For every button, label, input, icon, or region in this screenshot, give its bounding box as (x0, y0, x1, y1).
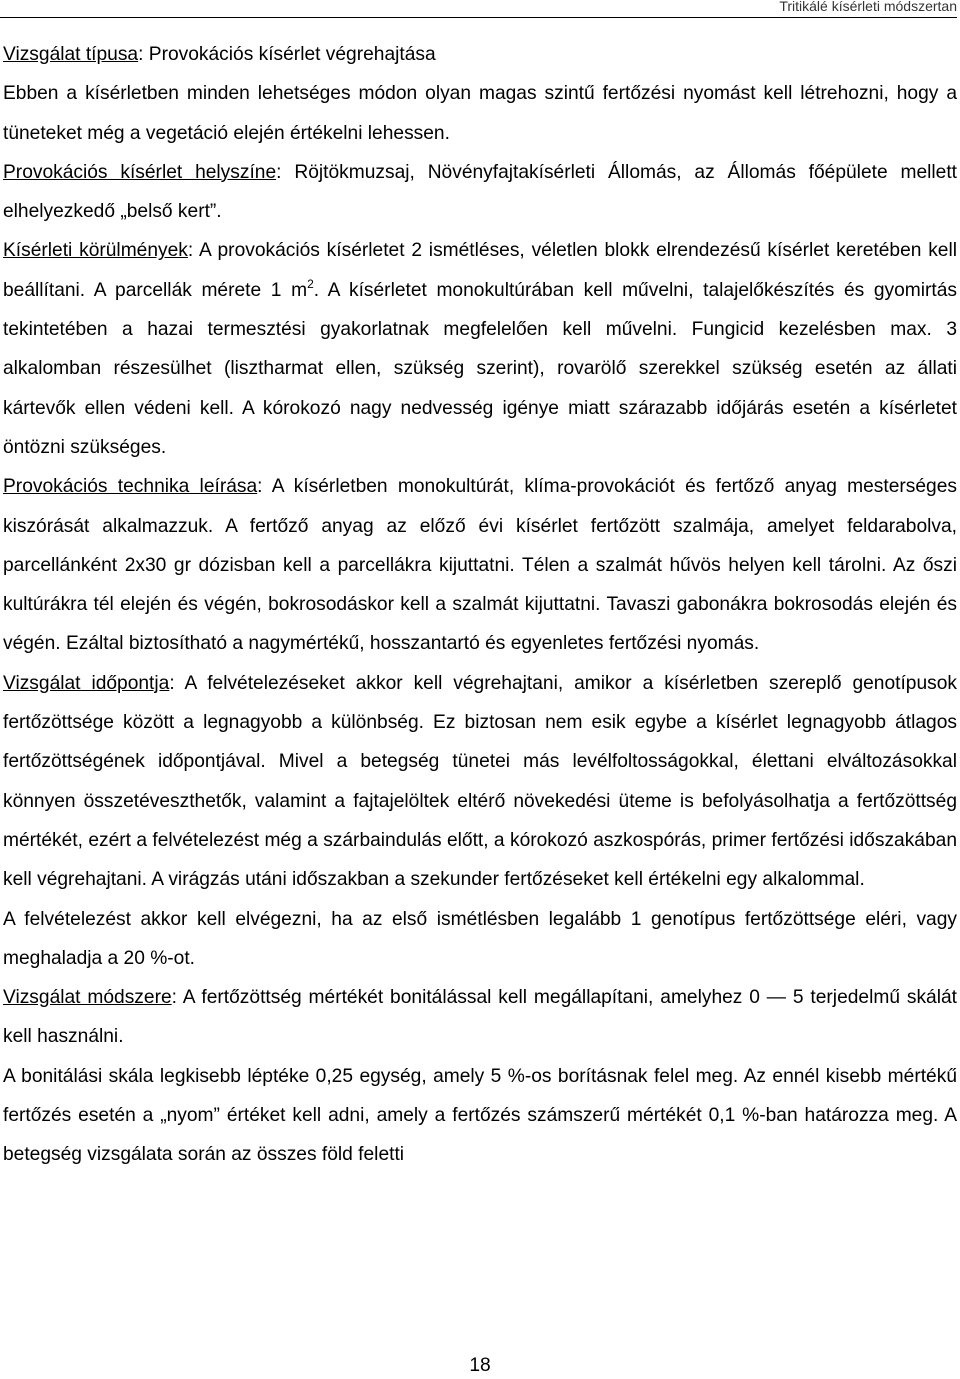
paragraph-timing (3, 664, 957, 900)
section-label: Provokációs technika leírása (3, 476, 258, 498)
superscript: 2 (307, 276, 314, 291)
paragraph-intro (3, 74, 957, 153)
section-label: Provokációs kísérlet helyszíne (3, 161, 277, 183)
running-title: Tritikálé kísérleti módszertan (779, 0, 957, 14)
section-label: Vizsgálat időpontja (3, 672, 170, 694)
paragraph-text: A provokációs kísérletet 2 ismétléses, véletlen blokk elrendezésű kísérlet keretében kell beállítani. A parcellák mérete 1 m (3, 240, 957, 301)
label-separator: : (276, 161, 295, 183)
paragraph-technique (3, 467, 957, 663)
section-label: Kísérleti körülmények (3, 240, 188, 262)
paragraph-conditions (3, 231, 957, 467)
document-body (3, 35, 957, 1175)
paragraph-text: Röjtökmuzsaj, Növényfajtakísérleti Állomás, az Állomás főépülete mellett elhelyezkedő „belső kert”. (3, 161, 957, 223)
paragraph-threshold (3, 900, 957, 979)
paragraph-method (3, 978, 957, 1057)
label-separator: : (257, 476, 272, 498)
section-label: Vizsgálat típusa (3, 44, 139, 65)
paragraph-text: Ebben a kísérletben minden lehetséges módon olyan magas szintű fertőzési nyomást kell létrehozni, hogy a tüneteket még a vegetáció elején értékelni lehessen. (3, 83, 957, 144)
section-label: Vizsgálat módszere (3, 987, 172, 1009)
paragraph-test-type (3, 35, 957, 74)
paragraph-text: A felvételezést akkor kell elvégezni, ha az első ismétlésben legalább 1 genotípus fertőzöttsége eléri, vagy meghaladja a 20 %-ot. (3, 908, 957, 969)
paragraph-scale (3, 1057, 957, 1175)
label-separator: : (169, 672, 185, 694)
paragraph-text: A felvételezéseket akkor kell végrehajtani, amikor a kísérletben szereplő genotípusok fertőzöttsége között a legnagyobb a különbség. Ez biztosan nem esik egybe a kísérlet legnagyobb átlagos fertőzöttségének időpontjával. Mivel a betegség tünetei más levélfoltosságokkal, élettani elváltozásokkal könnyen összetéveszthetők, valamint a fajtajelöltek eltérő növekedési üteme is befolyásolhatja a fertőzöttség mértékét, ezért a felvételezést még a szárbaindulás előtt, a kórokozó aszkospórás, primer fertőzési időszakában kell végrehajtani. A virágzás utáni időszakban a szekunder fertőzéseket kell értékelni egy alkalommal. (3, 672, 957, 891)
paragraph-text-continued: . A kísérletet monokultúrában kell művelni, talajelőkészítés és gyomirtás tekintetében a hazai termesztési gyakorlatnak megfelelően kell művelni. Fungicid kezelésben max. 3 alkalomban részesülhet (lisztharmat ellen, szükség szerint), rovarölő szerekkel szükség esetén az állati kártevők ellen védeni kell. A kórokozó nagy nedvesség igénye miatt szárazabb időjárás esetén a kísérletet öntözni szükséges. (3, 279, 957, 458)
page-footer (0, 1354, 960, 1378)
running-header (0, 0, 957, 18)
label-separator: : (171, 987, 183, 1009)
paragraph-text: A kísérletben monokultúrát, klíma-provokációt és fertőző anyag mesterséges kiszórását alkalmazzuk. A fertőző anyag az előző évi kísérlet fertőzött szalmája, amelyet feldarabolva, parcellánként 2x30 gr dózisban kell a parcellákra kijuttatni. Télen a szalmát hűvös helyen kell tárolni. Az őszi kultúrákra tél elején és végén, bokrosodáskor kell a szalmát kijuttatni. Tavaszi gabonákra bokrosodás elején és végén. Ezáltal biztosítható a nagymértékű, hosszantartó és egyenletes fertőzési nyomás. (3, 476, 957, 655)
paragraph-location (3, 153, 957, 232)
paragraph-text: Provokációs kísérlet végrehajtása (148, 44, 436, 65)
label-separator: : (138, 44, 149, 65)
label-separator: : (187, 240, 199, 262)
page-number: 18 (469, 1355, 491, 1376)
paragraph-text: A bonitálási skála legkisebb léptéke 0,25 egység, amely 5 %-os borításnak felel meg. Az ennél kisebb mértékű fertőzés esetén a „nyom” értéket kell adni, amely a fertőzés számszerű mértékét 0,1 %-ban határozza meg. A betegség vizsgálata során az összes föld feletti (3, 1065, 957, 1166)
paragraph-text: A fertőzöttség mértékét bonitálással kell megállapítani, amelyhez 0 — 5 terjedelmű skálát kell használni. (3, 987, 957, 1048)
